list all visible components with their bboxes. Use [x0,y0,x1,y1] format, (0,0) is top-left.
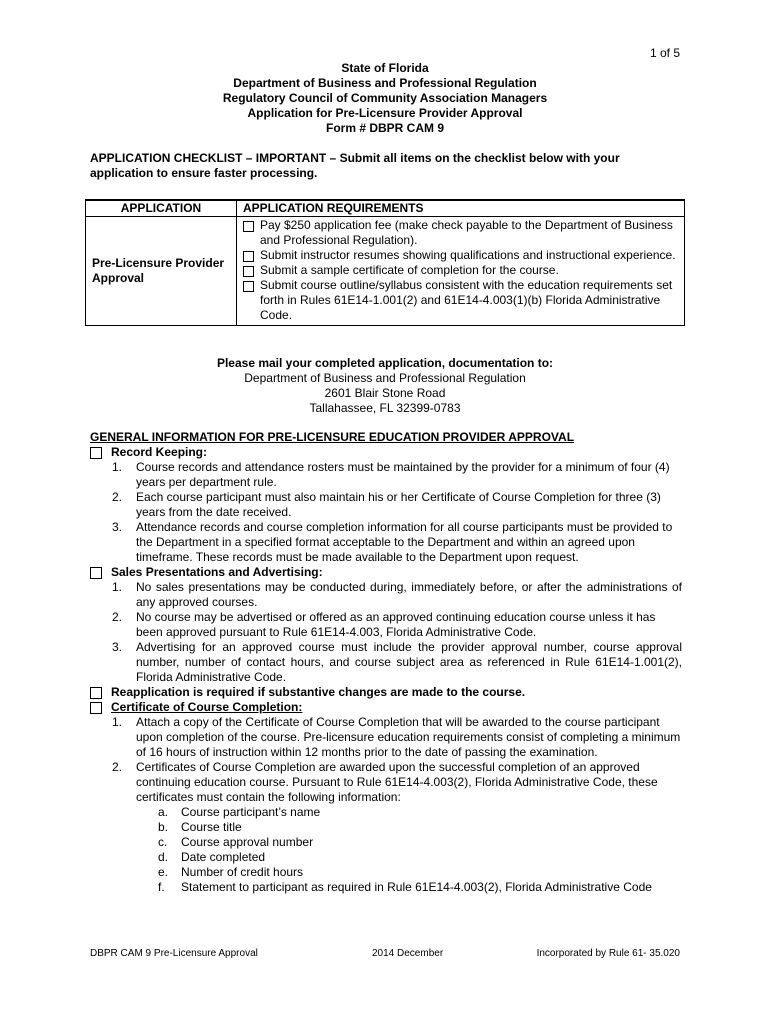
list-item: f. Statement to participant as required in Rule 61E14-4.003(2), Florida Administrative Code [158,880,652,894]
mail-line-street: 2601 Blair Stone Road [324,386,446,400]
mail-line-city: Tallahassee, FL 32399-0783 [309,401,461,415]
list-item: 1. Course records and attendance rosters must be maintained by the provider for a minimum of four (4) years per department rule. [112,460,670,489]
certificate-required-info-list [90,805,682,895]
header-council: Regulatory Council of Community Association Managers [222,91,548,105]
record-keeping-list [90,460,682,565]
application-name: Pre-Licensure Provider Approval [86,217,237,326]
mailing-address [0,356,770,416]
list-item: 3. Advertising for an approved course must include the provider approval number, course approval number, number of contact hours, and course subject area as referenced in Rule 61E14-1.001(2), Florida Administrative Code. [112,640,682,684]
requirement-item [243,263,680,278]
general-information [90,430,682,895]
section-heading: Record Keeping: [111,445,208,459]
footer-form-name: DBPR CAM 9 Pre-Licensure Approval [90,948,258,959]
requirement-text: Submit a sample certificate of completion for the course. [260,263,559,277]
list-item: 2. No course may be advertised or offered as an approved continuing education course unless it has been approved pursuant to Rule 61E14-4.003, Florida Administrative Code. [112,610,656,639]
col-header-application: APPLICATION [86,200,237,217]
requirement-text: Pay $250 application fee (make check payable to the Department of Business and Professional Regulation). [260,218,673,247]
checkbox-icon [243,221,254,232]
checkbox-icon [90,687,102,699]
list-item: e. Number of credit hours [158,865,304,879]
section-sales-advertising [90,565,682,580]
checkbox-icon [243,266,254,277]
requirement-text: Submit course outline/syllabus consistent with the education requirements set forth in Rules 61E14-1.001(2) and 61E14-4.003(1)(b) Florida Administrative Code. [260,278,673,322]
list-item: d. Date completed [158,850,266,864]
header-application-title: Application for Pre-Licensure Provider Approval [247,106,523,120]
header-state: State of Florida [341,61,429,75]
sales-list [90,580,682,685]
footer-rule: Incorporated by Rule 61- 35.020 [536,948,680,959]
certificate-list [90,715,682,805]
section-heading: Certificate of Course Completion: [111,700,303,714]
requirement-item [243,278,680,323]
checkbox-icon [243,281,254,292]
header-form-number: Form # DBPR CAM 9 [325,121,444,135]
requirements-table [85,199,685,326]
list-item: c. Course approval number [158,835,314,849]
list-item: a. Course participant’s name [158,805,321,819]
col-header-requirements: APPLICATION REQUIREMENTS [237,200,685,217]
section-heading: Sales Presentations and Advertising: [111,565,323,579]
requirement-item [243,248,680,263]
section-record-keeping [90,445,682,460]
footer-date: 2014 December [372,948,444,959]
section-reapplication [90,685,682,700]
header-department: Department of Business and Professional Regulation [233,76,537,90]
page-number: 1 of 5 [649,46,680,60]
checkbox-icon [90,702,102,714]
checkbox-icon [243,251,254,262]
checkbox-icon [90,447,102,459]
requirement-item [243,218,680,248]
list-item: b. Course title [158,820,242,834]
general-info-title: GENERAL INFORMATION FOR PRE-LICENSURE EDUCATION PROVIDER APPROVAL [90,430,575,444]
mail-heading: Please mail your completed application, documentation to: [216,356,554,370]
requirements-list [237,217,685,326]
list-item: 3. Attendance records and course completion information for all course participants must be provided to the Department in a specified format acceptable to the Department and within an agreed upon timeframe. These records must be made available to the Department upon request. [112,520,673,564]
checkbox-icon [90,567,102,579]
mail-line-department: Department of Business and Professional Regulation [244,371,526,385]
list-item: 1. No sales presentations may be conducted during, immediately before, or after the administrations of any approved courses. [112,580,682,609]
requirement-text: Submit instructor resumes showing qualifications and instructional experience. [260,248,676,262]
list-item: 1. Attach a copy of the Certificate of Course Completion that will be awarded to the course participant upon completion of the course. Pre-licensure education requirements consist of completing a minimum of 16 hours of instruction within 12 months prior to the date of passing the examination. [112,715,681,759]
form-header [0,61,770,136]
section-heading: Reapplication is required if substantive changes are made to the course. [111,685,526,699]
list-item: 2. Certificates of Course Completion are awarded upon the successful completion of an approved continuing education course. Pursuant to Rule 61E14-4.003(2), Florida Administrative Code, these certificates must contain the following information: [112,760,658,804]
list-item: 2. Each course participant must also maintain his or her Certificate of Course Completion for three (3) years from the date received. [112,490,661,519]
section-certificate [90,700,682,715]
checklist-intro: APPLICATION CHECKLIST – IMPORTANT – Submit all items on the checklist below with your application to ensure faster processing. [90,151,620,180]
